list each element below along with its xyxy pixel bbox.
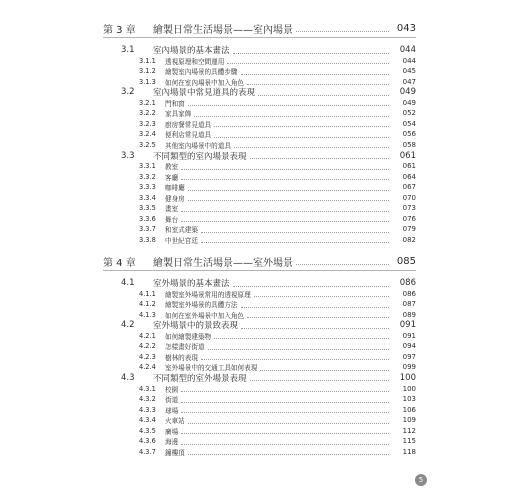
subsection-entry-page: 064 <box>402 172 416 181</box>
dot-leader <box>181 444 389 445</box>
subsection-entry[interactable] <box>139 140 416 150</box>
dot-leader <box>201 242 389 243</box>
subsection-entry-page: 097 <box>402 352 416 361</box>
subsection-entry-number: 3.1.3 <box>139 77 156 86</box>
subsection-entry-page: 061 <box>402 162 416 171</box>
subsection-entry[interactable] <box>139 203 416 213</box>
chapter-heading-number: 第 4 章 <box>103 257 136 269</box>
subsection-entry[interactable] <box>139 108 416 118</box>
subsection-entry-number: 3.1.2 <box>139 67 156 76</box>
section-entry-number: 4.3 <box>121 372 135 383</box>
subsection-entry-number: 3.2.1 <box>139 98 156 107</box>
dot-leader <box>254 296 389 297</box>
subsection-entry-page: 106 <box>402 405 416 414</box>
dot-leader <box>181 169 389 170</box>
subsection-entry-number: 4.2.2 <box>139 342 156 351</box>
subsection-entry-number: 3.2.3 <box>139 119 156 128</box>
subsection-entry-title: 廣場 <box>165 427 179 436</box>
subsection-entry[interactable] <box>139 341 416 351</box>
section-entry-number: 4.2 <box>121 320 135 331</box>
subsection-entry[interactable] <box>139 331 416 341</box>
dot-leader <box>227 63 389 64</box>
subsection-entry-page: 070 <box>402 193 416 202</box>
dot-leader <box>181 391 389 392</box>
dot-leader <box>194 116 389 117</box>
section-entry-title: 室外場景的基本畫法 <box>153 279 230 289</box>
subsection-entry-number: 4.1.2 <box>139 300 156 309</box>
subsection-entry-title: 教室 <box>165 163 179 172</box>
dot-leader <box>247 317 389 318</box>
subsection-entry[interactable] <box>139 352 416 362</box>
subsection-entry-page: 087 <box>402 300 416 309</box>
subsection-entry-number: 4.3.2 <box>139 395 156 404</box>
chapter-heading-page: 043 <box>396 22 416 34</box>
subsection-entry-number: 4.3.6 <box>139 437 156 446</box>
subsection-entry[interactable] <box>139 56 416 66</box>
subsection-entry-title: 中世紀宮廷 <box>165 236 198 245</box>
subsection-entry[interactable] <box>139 224 416 234</box>
subsection-entry-page: 118 <box>402 447 416 456</box>
dot-leader <box>241 328 389 329</box>
section-entry[interactable] <box>121 87 416 97</box>
dot-leader <box>296 31 389 32</box>
section-entry-title: 室內場景中常見道具的表現 <box>153 88 256 99</box>
subsection-entry[interactable] <box>139 119 416 129</box>
subsection-entry-page: 089 <box>402 310 416 319</box>
section-entry-number: 4.1 <box>121 278 135 288</box>
chapter-divider <box>103 37 416 38</box>
subsection-entry-page: 112 <box>402 426 416 435</box>
section-entry-title: 室內場景的基本畫法 <box>153 46 230 56</box>
subsection-entry-title: 火車站 <box>165 417 185 426</box>
subsection-entry-title: 咖啡廳 <box>165 184 185 193</box>
subsection-entry-title: 如何繪製建築物 <box>165 332 212 341</box>
subsection-entry-page: 086 <box>402 289 416 298</box>
section-entry-page: 049 <box>399 87 416 98</box>
dot-leader <box>233 286 389 287</box>
subsection-entry-title: 客廳 <box>165 173 179 182</box>
subsection-entry[interactable] <box>139 98 416 108</box>
subsection-entry-title: 室外場景中的交通工具如何表現 <box>165 364 258 373</box>
subsection-entry-title: 怎樣畫好街道 <box>165 343 205 352</box>
subsection-entry-page: 079 <box>402 225 416 234</box>
subsection-entry-number: 3.3.1 <box>139 162 156 171</box>
dot-leader <box>188 190 389 191</box>
chapter-heading[interactable] <box>103 254 416 268</box>
subsection-entry-number: 3.1.1 <box>139 56 156 65</box>
subsection-entry-number: 4.3.7 <box>139 447 156 456</box>
section-entry[interactable] <box>121 373 416 383</box>
section-entry-number: 3.3 <box>121 150 135 161</box>
subsection-entry[interactable] <box>139 289 416 299</box>
subsection-entry-page: 056 <box>402 130 416 139</box>
subsection-entry-title: 舞台 <box>165 215 179 224</box>
section-entry[interactable] <box>121 151 416 161</box>
chapter-heading-title: 繪製日常生活場景——室內場景 <box>153 24 293 36</box>
dot-leader <box>241 307 389 308</box>
dot-leader <box>296 264 389 265</box>
subsection-entry[interactable] <box>139 436 416 446</box>
subsection-entry-page: 049 <box>402 98 416 107</box>
dot-leader <box>214 137 389 138</box>
dot-leader <box>201 232 389 233</box>
subsection-entry-number: 4.1.1 <box>139 289 156 298</box>
subsection-entry-page: 091 <box>402 331 416 340</box>
section-entry-title: 不同類型的室外場景表現 <box>153 373 247 384</box>
subsection-entry-number: 3.3.7 <box>139 225 156 234</box>
section-entry-page: 061 <box>399 150 416 161</box>
subsection-entry[interactable] <box>139 214 416 224</box>
subsection-entry-title: 樹林的表現 <box>165 353 198 362</box>
dot-leader <box>181 402 389 403</box>
subsection-entry-page: 103 <box>402 395 416 404</box>
section-entry-title: 不同類型的室內場景表現 <box>153 151 247 162</box>
subsection-entry-page: 047 <box>402 77 416 86</box>
chapter-heading-page: 085 <box>396 255 416 267</box>
subsection-entry[interactable] <box>139 415 416 425</box>
subsection-entry-page: 054 <box>402 119 416 128</box>
subsection-entry-number: 3.2.5 <box>139 140 156 149</box>
section-entry[interactable] <box>121 320 416 330</box>
dot-leader <box>181 211 389 212</box>
subsection-entry[interactable] <box>139 193 416 203</box>
subsection-entry-title: 如何在室外場景中加入角色 <box>165 311 245 320</box>
subsection-entry[interactable] <box>139 394 416 404</box>
subsection-entry[interactable] <box>139 384 416 394</box>
subsection-entry-number: 3.3.4 <box>139 193 156 202</box>
dot-leader <box>241 74 389 75</box>
section-entry-page: 086 <box>399 278 416 288</box>
subsection-entry-page: 058 <box>402 140 416 149</box>
dot-leader <box>188 454 389 455</box>
subsection-entry-number: 4.3.3 <box>139 405 156 414</box>
subsection-entry-title: 繪製室外場景常用的透視原理 <box>165 290 251 299</box>
dot-leader <box>260 370 389 371</box>
section-entry-title: 室外場景中的景致表現 <box>153 321 239 332</box>
section-entry-number: 3.2 <box>121 87 135 98</box>
subsection-entry-title: 透視原理和空間運用 <box>165 57 225 66</box>
subsection-entry-number: 3.2.4 <box>139 130 156 139</box>
subsection-entry-page: 045 <box>402 67 416 76</box>
dot-leader <box>247 84 389 85</box>
subsection-entry-number: 3.3.3 <box>139 183 156 192</box>
subsection-entry[interactable] <box>139 426 416 436</box>
dot-leader <box>201 359 389 360</box>
dot-leader <box>250 380 389 381</box>
subsection-entry-title: 健身房 <box>165 194 185 203</box>
subsection-entry-title: 繪製室內場景的具體步驟 <box>165 68 238 77</box>
section-entry-page: 100 <box>399 372 416 383</box>
dot-leader <box>214 338 389 339</box>
subsection-entry-page: 099 <box>402 363 416 372</box>
subsection-entry-page: 067 <box>402 183 416 192</box>
subsection-entry[interactable] <box>139 405 416 415</box>
subsection-entry-number: 4.2.4 <box>139 363 156 372</box>
dot-leader <box>181 412 389 413</box>
subsection-entry-title: 校園 <box>165 385 179 394</box>
subsection-entry-number: 3.3.8 <box>139 235 156 244</box>
chapter-heading-title: 繪製日常生活場景——室外場景 <box>153 257 293 269</box>
subsection-entry-number: 3.3.5 <box>139 204 156 213</box>
subsection-entry[interactable] <box>139 235 416 245</box>
subsection-entry-number: 4.2.3 <box>139 352 156 361</box>
subsection-entry-title: 門和窗 <box>165 99 185 108</box>
dot-leader <box>258 95 389 96</box>
subsection-entry-page: 109 <box>402 416 416 425</box>
subsection-entry-number: 4.2.1 <box>139 331 156 340</box>
section-entry[interactable] <box>121 278 416 288</box>
subsection-entry-page: 073 <box>402 204 416 213</box>
subsection-entry[interactable] <box>139 66 416 76</box>
subsection-entry-page: 044 <box>402 56 416 65</box>
subsection-entry-number: 4.3.5 <box>139 426 156 435</box>
subsection-entry-number: 4.3.4 <box>139 416 156 425</box>
subsection-entry[interactable] <box>139 161 416 171</box>
subsection-entry[interactable] <box>139 77 416 87</box>
subsection-entry-number: 3.2.2 <box>139 109 156 118</box>
subsection-entry-title: 其他室內場景中的道具 <box>165 141 231 150</box>
subsection-entry[interactable] <box>139 172 416 182</box>
dot-leader <box>234 147 389 148</box>
subsection-entry[interactable] <box>139 447 416 457</box>
chapter-heading-number: 第 3 章 <box>103 24 136 36</box>
subsection-entry-title: 廚房餐常見道具 <box>165 120 212 129</box>
dot-leader <box>188 200 389 201</box>
dot-leader <box>208 349 389 350</box>
page-number-badge: 5 <box>415 474 427 486</box>
subsection-entry-title: 便利店常見道具 <box>165 131 212 140</box>
dot-leader <box>250 158 389 159</box>
dot-leader <box>233 53 389 54</box>
section-entry[interactable] <box>121 45 416 55</box>
chapter-divider <box>103 270 416 271</box>
subsection-entry-number: 3.3.2 <box>139 172 156 181</box>
subsection-entry-page: 082 <box>402 235 416 244</box>
dot-leader <box>188 423 389 424</box>
subsection-entry-page: 100 <box>402 384 416 393</box>
section-entry-page: 091 <box>399 320 416 331</box>
subsection-entry-number: 3.3.6 <box>139 214 156 223</box>
subsection-entry-number: 4.1.3 <box>139 310 156 319</box>
dot-leader <box>181 221 389 222</box>
dot-leader <box>181 433 389 434</box>
subsection-entry-title: 和室式建築 <box>165 226 198 235</box>
subsection-entry-title: 畫室 <box>165 205 179 214</box>
subsection-entry[interactable] <box>139 299 416 309</box>
subsection-entry[interactable] <box>139 129 416 139</box>
subsection-entry-title: 鐘樓頂 <box>165 448 185 457</box>
subsection-entry-page: 076 <box>402 214 416 223</box>
subsection-entry-title: 家具家飾 <box>165 110 192 119</box>
section-entry-page: 044 <box>399 45 416 55</box>
subsection-entry-page: 115 <box>402 437 416 446</box>
subsection-entry[interactable] <box>139 310 416 320</box>
dot-leader <box>188 105 389 106</box>
subsection-entry-title: 繪製室外場景的具體方法 <box>165 301 238 310</box>
subsection-entry-title: 球場 <box>165 406 179 415</box>
section-entry-number: 3.1 <box>121 45 135 55</box>
subsection-entry[interactable] <box>139 182 416 192</box>
subsection-entry[interactable] <box>139 362 416 372</box>
subsection-entry-page: 094 <box>402 342 416 351</box>
subsection-entry-title: 如何在室內場景中加入角色 <box>165 78 245 87</box>
subsection-entry-title: 海邊 <box>165 438 179 447</box>
dot-leader <box>181 179 389 180</box>
chapter-heading[interactable] <box>103 21 416 35</box>
subsection-entry-title: 街道 <box>165 396 179 405</box>
subsection-entry-page: 052 <box>402 109 416 118</box>
dot-leader <box>214 126 389 127</box>
subsection-entry-number: 4.3.1 <box>139 384 156 393</box>
